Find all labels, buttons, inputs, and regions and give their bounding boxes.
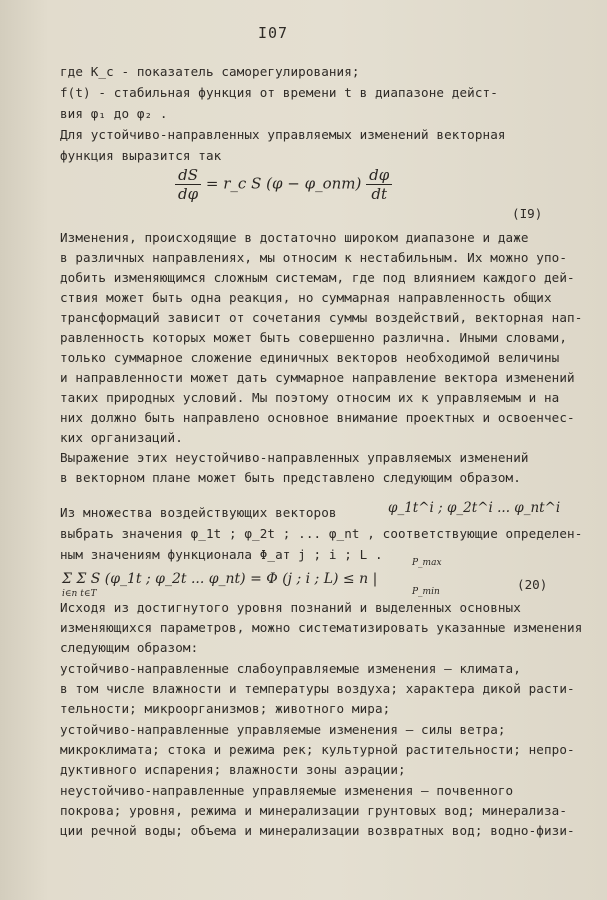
text-line: Изменения, происходящие в достаточно широком диапазоне и даже	[60, 230, 529, 245]
text-line: и направленности может дать суммарное направление вектора изменений	[60, 370, 575, 385]
text-line: трансформаций зависит от сочетания суммы воздействий, векторная нап-	[60, 310, 583, 325]
eq19-rhs-denominator: dt	[371, 185, 387, 203]
text-line: в векторном плане может быть представлено следующим образом.	[60, 470, 521, 485]
text-line: следующим образом:	[60, 640, 199, 655]
text-line: ции речной воды; объема и минерализации возвратных вод; водно-физи-	[60, 823, 575, 838]
text-line: микроклимата; стока и режима рек; культурной растительности; непро-	[60, 742, 575, 757]
eq20-body: Σ Σ S (φ_1t ; φ_2t ... φ_nt) = Φ (j ; i ; L) ≤ n |	[62, 571, 378, 587]
equation-19	[175, 166, 392, 203]
vector-set: φ_1t^i ; φ_2t^i ... φ_nt^i	[388, 500, 561, 516]
text-line: дуктивного испарения; влажности зоны аэрации;	[60, 762, 406, 777]
equation-20-number: (20)	[517, 577, 548, 592]
text-line: равленность которых может быть совершенно различна. Иными словами,	[60, 330, 568, 345]
eq20-subscript: i∈n t∈T	[62, 589, 97, 599]
eq19-rhs-numerator: dφ	[366, 166, 392, 185]
text-line: покрова; уровня, режима и минерализации грунтовых вод; минерализа-	[60, 803, 568, 818]
text-line: добить изменяющимся сложным системам, где под влиянием каждого дей-	[60, 270, 575, 285]
text-line: в различных направлениях, мы относим к нестабильным. Их можно упо-	[60, 250, 568, 265]
text-line: f(t) - стабильная функция от времени t в диапазоне дейст-	[60, 85, 498, 100]
text-line: устойчиво-направленные управляемые изменения – силы ветра;	[60, 722, 506, 737]
text-line: где K_c - показатель саморегулирования;	[60, 64, 360, 79]
text-line: Исходя из достигнутого уровня познаний и выделенных основных	[60, 600, 521, 615]
equation-19-number: (I9)	[512, 206, 543, 221]
text-line: таких природных условий. Мы поэтому относим их к управляемым и на	[60, 390, 560, 405]
eq19-lhs-denominator: dφ	[178, 185, 199, 203]
text-line: изменяющихся параметров, можно систематизировать указанные изменения	[60, 620, 583, 635]
text-line: в том числе влажности и температуры воздуха; характера дикой расти-	[60, 681, 575, 696]
eq20-limit-top: P_max	[412, 558, 442, 568]
text-line: Из множества воздействующих векторов	[60, 505, 337, 520]
text-line: Для устойчиво-направленных управляемых изменений векторная	[60, 127, 506, 142]
text-line: ным значениям функционала Φ_ат j ; i ; L .	[60, 547, 383, 562]
text-line: ких организаций.	[60, 430, 183, 445]
text-line: вия φ₁ до φ₂ .	[60, 106, 168, 121]
text-line: выбрать значения φ_1t ; φ_2t ; ... φ_nt , соответствующие определен-	[60, 526, 583, 541]
eq19-lhs-numerator: dS	[175, 166, 201, 185]
text-line: тельности; микроорганизмов; животного мира;	[60, 701, 391, 716]
text-line: устойчиво-направленные слабоуправляемые изменения – климата,	[60, 661, 521, 676]
page-number: I07	[258, 24, 289, 42]
text-line: неустойчиво-направленные управляемые изменения – почвенного	[60, 783, 514, 798]
text-line: ствия может быть одна реакция, но суммарная направленность общих	[60, 290, 552, 305]
text-line: только суммарное сложение единичных векторов необходимой величины	[60, 350, 560, 365]
text-line: Выражение этих неустойчиво-направленных управляемых изменений	[60, 450, 529, 465]
eq19-body: = r_c S (φ − φ_опт)	[205, 174, 362, 193]
text-line: них должно быть направлено основное внимание проектных и освоенчес-	[60, 410, 575, 425]
eq20-limit-bottom: P_min	[412, 587, 440, 597]
text-line: функция выразится так	[60, 148, 222, 163]
equation-20	[62, 571, 377, 587]
